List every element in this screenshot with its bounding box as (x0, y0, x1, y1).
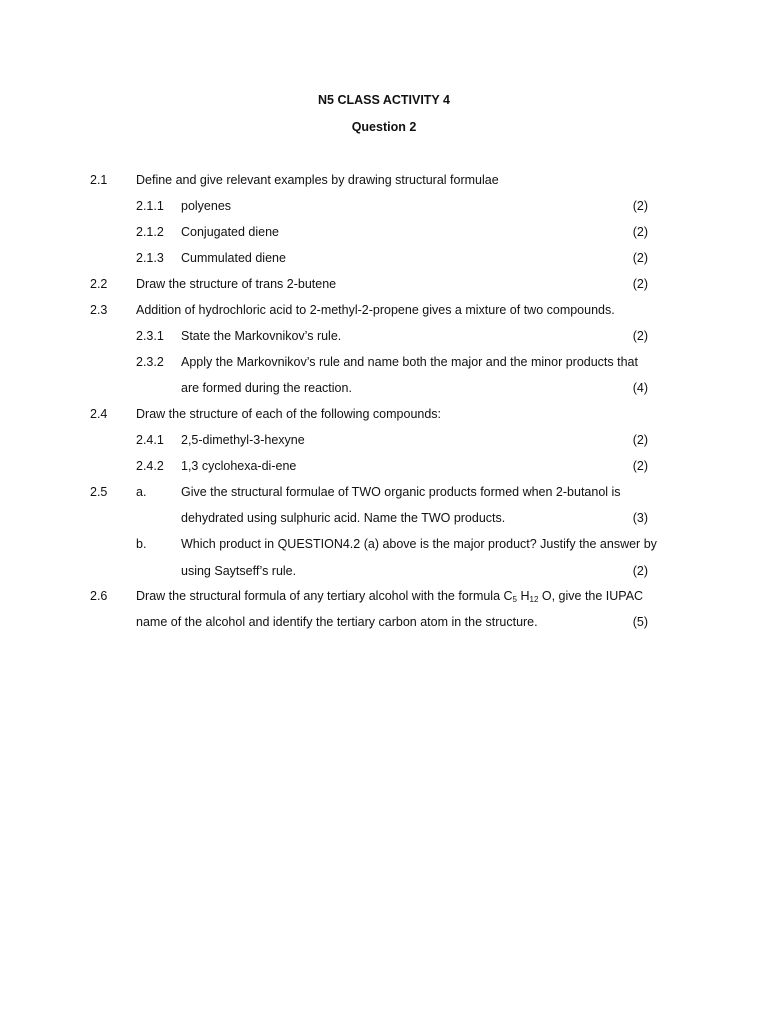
part-text: Give the structural formulae of TWO organic products formed when 2-butanol is (181, 485, 621, 499)
question-text: Draw the structure of each of the following compounds: (136, 407, 442, 421)
subquestion-number: 2.1.2 (136, 225, 164, 239)
question-2-6-continued (0, 612, 768, 632)
subquestion-number: 2.3.1 (136, 329, 164, 343)
question-2-3-2-continued (0, 378, 768, 398)
mark-allocation: (3) (632, 511, 648, 525)
subquestion-text: Conjugated diene (181, 225, 279, 239)
question-2-4-1 (0, 430, 768, 450)
mark-allocation: (2) (632, 564, 648, 578)
subscript: 12 (529, 595, 539, 604)
question-2-6 (0, 586, 768, 606)
page-title: N5 CLASS ACTIVITY 4 (318, 93, 450, 107)
question-2-5-a (0, 482, 768, 502)
mark-allocation: (2) (632, 459, 648, 473)
question-number: 2.5 (90, 485, 108, 499)
text-part: O, give the IUPAC (538, 589, 644, 603)
text-part: Draw the structural formula of any tertiary alcohol with the formula C (136, 589, 513, 603)
question-2-1-2 (0, 222, 768, 242)
question-2-3-1 (0, 326, 768, 346)
question-number: 2.6 (90, 589, 108, 603)
question-text (136, 586, 643, 610)
question-text: Addition of hydrochloric acid to 2-methyl-2-propene gives a mixture of two compounds. (136, 303, 615, 317)
question-2-4 (0, 404, 768, 424)
subquestion-number: 2.1.3 (136, 251, 164, 265)
question-number: 2.1 (90, 173, 108, 187)
question-2-1 (0, 170, 768, 190)
part-text: Which product in QUESTION4.2 (a) above is the major product? Justify the answer by (181, 537, 657, 551)
subquestion-text: Apply the Markovnikov’s rule and name both the major and the minor products that (181, 355, 638, 369)
question-2-5-a-continued (0, 508, 768, 528)
question-text: Define and give relevant examples by drawing structural formulae (136, 173, 499, 187)
mark-allocation: (2) (632, 225, 648, 239)
question-number: 2.4 (90, 407, 108, 421)
part-text: using Saytseff’s rule. (181, 564, 297, 578)
subquestion-text: polyenes (181, 199, 232, 213)
question-text: Draw the structure of trans 2-butene (136, 277, 337, 291)
subquestion-text: are formed during the reaction. (181, 381, 352, 395)
mark-allocation: (5) (632, 615, 648, 629)
mark-allocation: (2) (632, 277, 648, 291)
question-text: name of the alcohol and identify the tertiary carbon atom in the structure. (136, 615, 538, 629)
question-number: 2.3 (90, 303, 108, 317)
text-part: H (517, 589, 530, 603)
subquestion-text: 1,3 cyclohexa-di-ene (181, 459, 297, 473)
mark-allocation: (2) (632, 199, 648, 213)
subquestion-text: Cummulated diene (181, 251, 286, 265)
question-heading: Question 2 (351, 120, 417, 134)
subquestion-number: 2.4.1 (136, 433, 164, 447)
part-text: dehydrated using sulphuric acid. Name the TWO products. (181, 511, 506, 525)
question-2-1-1 (0, 196, 768, 216)
part-label: b. (136, 537, 147, 551)
mark-allocation: (4) (632, 381, 648, 395)
mark-allocation: (2) (632, 329, 648, 343)
subquestion-number: 2.1.1 (136, 199, 164, 213)
mark-allocation: (2) (632, 433, 648, 447)
question-2-5-b (0, 534, 768, 554)
question-2-4-2 (0, 456, 768, 476)
subquestion-text: State the Markovnikov’s rule. (181, 329, 342, 343)
subquestion-number: 2.3.2 (136, 355, 164, 369)
question-2-1-3 (0, 248, 768, 268)
question-2-3-2 (0, 352, 768, 372)
mark-allocation: (2) (632, 251, 648, 265)
question-number: 2.2 (90, 277, 108, 291)
question-2-5-b-continued (0, 561, 768, 581)
subscript: 5 (512, 595, 517, 604)
subquestion-text: 2,5-dimethyl-3-hexyne (181, 433, 305, 447)
question-2-2 (0, 274, 768, 294)
subquestion-number: 2.4.2 (136, 459, 164, 473)
part-label: a. (136, 485, 147, 499)
question-2-3 (0, 300, 768, 320)
